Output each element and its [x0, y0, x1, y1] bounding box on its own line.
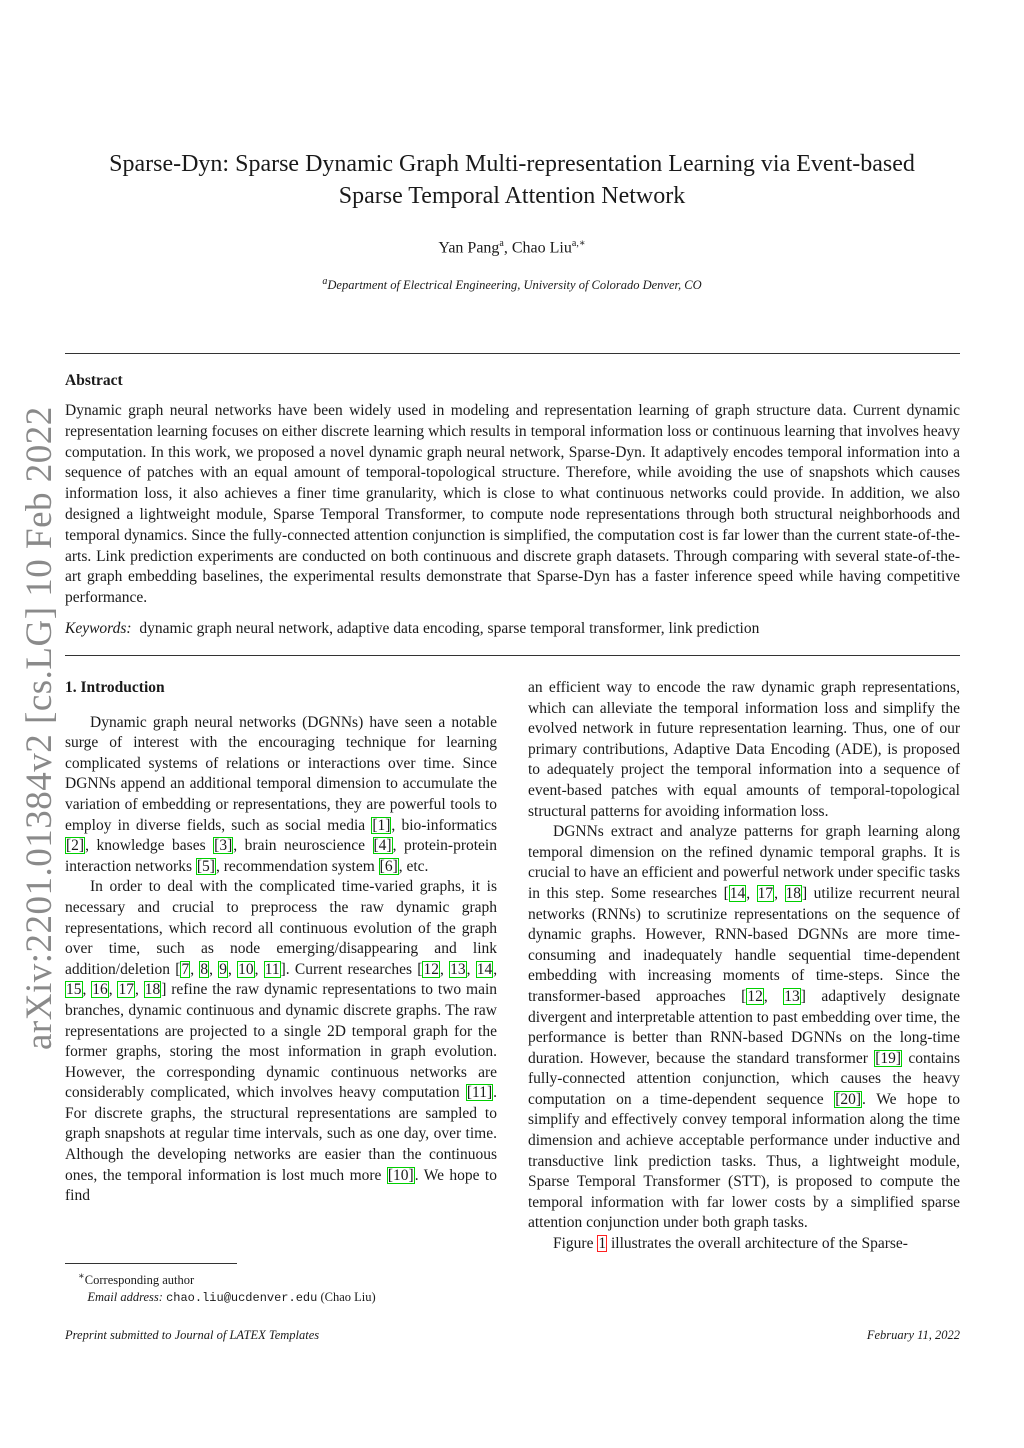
citation-link[interactable]: 18	[144, 981, 161, 999]
email-owner: (Chao Liu)	[317, 1290, 376, 1305]
footnote-rule	[65, 1263, 237, 1264]
author-name: Chao Liu	[511, 239, 572, 257]
authors	[0, 238, 1024, 257]
citation-link[interactable]: [10]	[387, 1166, 414, 1184]
citation-link[interactable]: [4]	[373, 837, 392, 855]
abstract-body: Dynamic graph neural networks have been widely used in modeling and representation learning of graph structure data. Current dynamic representation learning focuses on either discrete learning which results in temporal information loss or continuous learning that involves heavy computation. In this work, we proposed a novel dynamic graph neural network, Sparse-Dyn. It adaptively encodes temporal information into a sequence of patches with an equal amount of temporal-topological structure. Therefore, while avoiding the use of snapshots which causes information loss, it also achieves a finer time granularity, which is close to what continuous networks could provide. In addition, we also designed a lightweight module, Sparse Temporal Transformer, to compute node representations through both structural neighborhoods and temporal dynamics. Since the fully-connected attention conjunction is simplified, the computation cost is far lower than the current state-of-the-arts. Link prediction experiments are conducted on both continuous and discrete graph datasets. Through comparing with several state-of-the-art graph embedding baselines, the experimental results demonstrate that Sparse-Dyn has a faster inference speed while having competitive performance.	[65, 402, 960, 607]
citation-link[interactable]: 8	[200, 960, 209, 978]
affiliation-text: Department of Electrical Engineering, University of Colorado Denver, CO	[327, 278, 702, 293]
keywords-text: dynamic graph neural network, adaptive data encoding, sparse temporal transformer, link prediction	[139, 620, 760, 637]
email-label: Email address:	[87, 1290, 163, 1305]
citation-link[interactable]: [5]	[196, 857, 215, 875]
citation-link[interactable]: [11]	[466, 1084, 493, 1102]
citation-link[interactable]: [19]	[875, 1049, 902, 1067]
citation-link[interactable]: [1]	[372, 816, 391, 834]
paper-title	[60, 148, 964, 212]
title-line-2: Sparse Temporal Attention Network	[338, 183, 686, 209]
citation-link[interactable]: 17	[118, 981, 134, 999]
intro-paragraph-3: an efficient way to encode the raw dynamic graph representations, which can alleviate the temporal information loss and simplify the evolved network in future representation learning. Thus, one of our primary contributions, Adaptive Data Encoding (ADE), is proposed to adequately project the temporal information into a sequence of event-based patches with equal amounts of temporal-topological structural patterns for avoiding information loss.	[528, 679, 960, 820]
author-name: Yan Pang	[438, 239, 500, 257]
abstract-heading: Abstract	[65, 372, 123, 389]
intro-paragraph-2: In order to deal with the complicated time-varied graphs, it is necessary and crucial to preprocess the raw dynamic graph representations, which record all continuous evolution of the graph over time, such as node emerging/disappearing and link addition/deletion [7, 8, 9, 10, 11]. Current researches [12, 13, 14, 15, 16, 17, 18] refine the raw dynamic representations to two main branches, dynamic continuous and dynamic discrete graphs. The raw representations are projected to a single 2D temporal graph for the former graphs, storing the most information in graph evolution. However, the corresponding dynamic continuous networks are considerably complicated, which involves heavy computation [11]. For discrete graphs, the structural representations are sampled to graph snapshots at regular time intervals, such as one day, over time. Although the developing networks are easier than the continuous ones, the temporal information is lost much more [10]. We hope to find	[65, 878, 498, 1205]
footnote	[78, 1268, 376, 1307]
preprint-note: Preprint submitted to Journal of LATEX Templates	[65, 1328, 320, 1342]
right-column	[528, 678, 960, 1255]
citation-link[interactable]: 17	[757, 884, 774, 902]
citation-link[interactable]: 15	[66, 981, 82, 999]
keywords-label: Keywords:	[65, 620, 132, 637]
title-line-1: Sparse-Dyn: Sparse Dynamic Graph Multi-representation Learning via Event-based	[109, 151, 915, 177]
author-affiliation-mark: a,∗	[571, 238, 586, 249]
top-rule	[65, 353, 960, 354]
citation-link[interactable]: [6]	[379, 857, 398, 875]
section-heading: 1. Introduction	[65, 679, 165, 696]
keywords	[65, 620, 960, 638]
author-separator: ,	[503, 239, 512, 257]
author-affiliation-mark: a	[499, 238, 504, 249]
citation-link[interactable]: 7	[181, 960, 190, 978]
left-column	[65, 678, 497, 1207]
citation-link[interactable]: [2]	[66, 837, 85, 855]
citation-link[interactable]: 13	[450, 960, 466, 978]
corresponding-author-note: ∗Corresponding author	[78, 1271, 195, 1288]
citation-link[interactable]: 14	[476, 960, 493, 978]
citation-link[interactable]: 18	[785, 884, 801, 902]
citation-link[interactable]: 16	[92, 981, 108, 999]
figure-reference-link[interactable]: 1	[598, 1235, 607, 1253]
citation-link[interactable]: 9	[219, 960, 227, 978]
citation-link[interactable]: 12	[423, 960, 439, 978]
intro-paragraph-1: Dynamic graph neural networks (DGNNs) have seen a notable surge of interest with the encouraging technique for learning complicated systems of relations or interactions over time. Since DGNNs append an additional temporal dimension to accumulate the variation of embedding or representations, they are powerful tools to employ in diverse fields, such as social media [1], bio-informatics [2], knowledge bases [3], brain neuroscience [4], protein-protein interaction networks [5], recommendation system [6], etc.	[65, 713, 498, 875]
email-line	[78, 1289, 376, 1307]
intro-paragraph-5: Figure 1 illustrates the overall architecture of the Sparse-	[553, 1235, 908, 1253]
citation-link[interactable]: 12	[747, 987, 763, 1005]
footer-date: February 11, 2022	[866, 1328, 960, 1342]
citation-link[interactable]: 13	[784, 987, 800, 1005]
citation-link[interactable]: 10	[238, 960, 254, 978]
citation-link[interactable]: [20]	[835, 1090, 862, 1108]
abstract-bottom-rule	[65, 655, 960, 656]
affiliation	[0, 276, 1024, 293]
email-address[interactable]: chao.liu@ucdenver.edu	[166, 1291, 318, 1306]
citation-link[interactable]: [3]	[214, 837, 233, 855]
footnote-mark: ∗	[78, 1271, 85, 1282]
arxiv-stamp: arXiv:2201.01384v2 [cs.LG] 10 Feb 2022	[19, 406, 60, 1050]
citation-link[interactable]: 14	[729, 884, 746, 902]
intro-paragraph-4: DGNNs extract and analyze patterns for graph learning along temporal dimension on the refined dynamic temporal graphs. It is crucial to have an efficient and powerful network under specific tasks in this step. Some researches [14, 17, 18] utilize recurrent neural networks (RNNs) to scrutinize representations on the sequence of dynamic graphs. However, RNN-based DGNNs are more time-consuming and inadequately handle sequential time-dependent embedding with increasing moments of time-steps. Since the transformer-based approaches [12, 13] adaptively designate divergent and interpretable attention to past embedding over time, the performance is better than RNN-based DGNNs on the long-time duration. However, because the standard transformer [19] contains fully-connected attention conjunction, which causes the heavy computation on a time-dependent sequence [20]. We hope to simplify and effectively convey temporal information along the time dimension and achieve acceptable performance under inductive and transductive link prediction tasks. Thus, a lightweight module, Sparse Temporal Transformer (STT), is proposed to compute the temporal information with far lower costs by a simplified sparse attention conjunction under both graph tasks.	[528, 823, 961, 1232]
affiliation-mark: a	[322, 276, 328, 287]
citation-link[interactable]: 11	[264, 960, 280, 978]
